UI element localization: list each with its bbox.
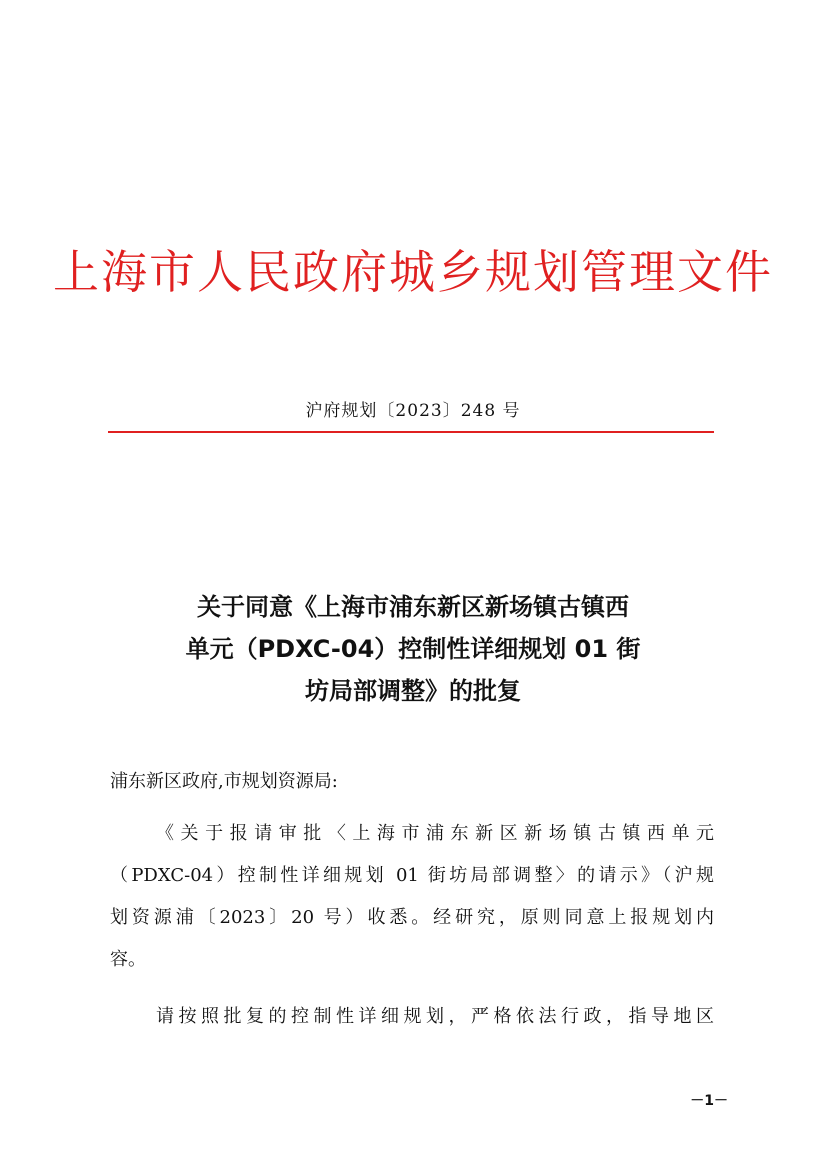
document-title bbox=[100, 586, 726, 712]
title-line: 坊局部调整》的批复 bbox=[305, 677, 521, 705]
body-line: 容。 bbox=[110, 949, 146, 970]
addressee: 浦东新区政府,市规划资源局: bbox=[110, 771, 338, 792]
red-divider-line bbox=[108, 431, 714, 433]
masthead-title: 上海市人民政府城乡规划管理文件 bbox=[53, 245, 773, 299]
body-line: 请按照批复的控制性详细规划，严格依法行政，指导地区 bbox=[156, 1006, 714, 1027]
title-line: 关于同意《上海市浦东新区新场镇古镇西 bbox=[197, 593, 629, 621]
body-line: 划资源浦〔2023〕20 号）收悉。经研究，原则同意上报规划内 bbox=[110, 907, 714, 928]
title-line: 单元（PDXC-04）控制性详细规划 01 街 bbox=[185, 635, 641, 663]
body-line: （PDXC-04）控制性详细规划 01 街坊局部调整〉的请示》（沪规 bbox=[110, 865, 714, 886]
page-number: －1－ bbox=[690, 1093, 728, 1109]
body-line: 《关于报请审批〈上海市浦东新区新场镇古镇西单元 bbox=[156, 823, 714, 844]
document-number: 沪府规划〔2023〕248 号 bbox=[305, 401, 521, 421]
